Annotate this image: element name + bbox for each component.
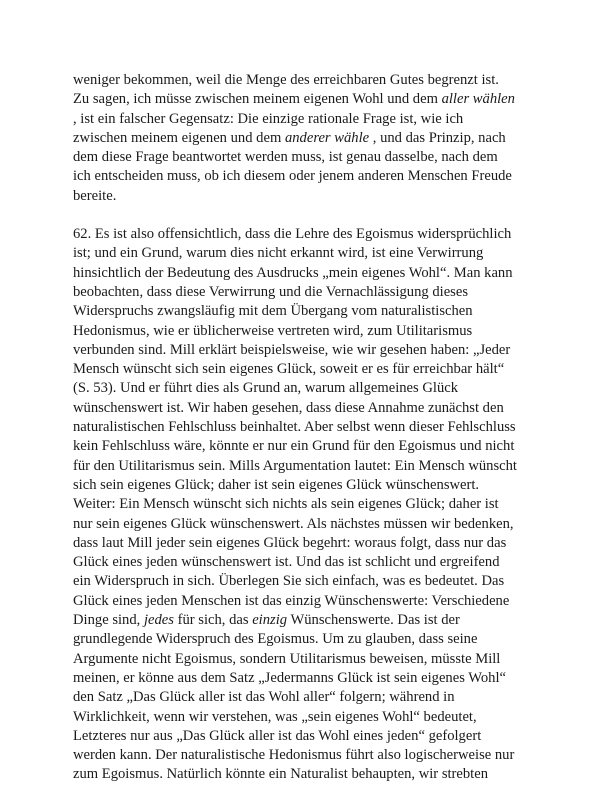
text-run: Weiter: Ein Mensch wünscht sich nichts als sein eigenes Glück; daher ist	[73, 496, 499, 513]
text-run: naturalistischen Fehlschluss beinhaltet. Aber selbst wenn dieser Fehlschluss	[73, 419, 516, 436]
text-run: grundlegende Widerspruch des Egoismus. Um zu glauben, dass seine	[73, 631, 478, 648]
text-run: , ist ein falscher Gegensatz: Die einzige rationale Frage ist, wie ich	[73, 110, 464, 127]
text-line	[73, 669, 529, 688]
text-line	[73, 746, 529, 765]
text-run: für sich, das	[173, 612, 253, 629]
text-line	[73, 148, 529, 167]
text-run: sich sein eigenes Glück; daher ist sein eigenes Glück wünschenswert.	[73, 476, 480, 493]
text-line	[73, 650, 529, 669]
text-line	[73, 341, 529, 360]
text-line	[73, 71, 529, 90]
text-run: Argumente nicht Egoismus, sondern Utilitarismus beweisen, müsste Mill	[73, 650, 501, 667]
text-run: zwischen meinem eigenen und dem	[73, 129, 285, 146]
text-line	[73, 399, 529, 418]
text-run: Letzteres nur aus „Das Glück aller ist das Wohl eines jeden“ gefolgert	[73, 727, 482, 744]
emphasized-text: jedes	[143, 612, 174, 629]
text-run: zum Egoismus. Natürlich könnte ein Naturalist behaupten, wir strebten	[73, 766, 489, 783]
text-line	[73, 129, 529, 148]
text-line	[73, 476, 529, 495]
paragraph-2-section-62	[73, 225, 529, 785]
text-run: , und das Prinzip, nach	[369, 129, 506, 146]
text-run: Mensch wünscht sich sein eigenes Glück, soweit er es für erreichbar hält“	[73, 361, 505, 378]
text-line	[73, 708, 529, 727]
text-run: kein Fehlschluss wäre, könnte er nur ein Grund für den Egoismus und nicht	[73, 438, 515, 455]
text-line	[73, 457, 529, 476]
text-line	[73, 322, 529, 341]
text-run: Glück eines jeden wünschenswert ist. Und das ist schlicht und ergreifend	[73, 554, 500, 571]
text-run: verbunden sind. Mill erklärt beispielsweise, wie wir gesehen haben: „Jeder	[73, 341, 511, 358]
text-line	[73, 283, 529, 302]
text-line	[73, 244, 529, 263]
text-run: Dinge sind,	[73, 612, 144, 629]
text-line	[73, 90, 529, 109]
text-line	[73, 553, 529, 572]
text-line	[73, 495, 529, 514]
text-run: dass laut Mill jeder sein eigenes Glück begehrt: woraus folgt, dass nur das	[73, 534, 507, 551]
text-run: nur sein eigenes Glück wünschenswert. Als nächstes müssen wir bedenken,	[73, 515, 514, 532]
text-line	[73, 688, 529, 707]
paragraph-gap	[73, 206, 529, 225]
text-run: hinsichtlich der Bedeutung des Ausdrucks „mein eigenes Wohl“. Man kann	[73, 264, 513, 281]
text-line	[73, 630, 529, 649]
text-run: ich entscheiden muss, ob ich diesem oder jenem anderen Menschen Freude	[73, 168, 512, 185]
paragraph-1	[73, 71, 529, 206]
text-line	[73, 534, 529, 553]
text-run: werden kann. Der naturalistische Hedonismus führt also logischerweise nur	[73, 747, 515, 764]
text-line	[73, 187, 529, 206]
text-line	[73, 379, 529, 398]
text-run: bereite.	[73, 187, 117, 204]
text-run: ist; und ein Grund, warum dies nicht erkannt wird, ist eine Verwirrung	[73, 245, 484, 262]
text-line	[73, 765, 529, 784]
text-line	[73, 572, 529, 591]
text-run: wünschenswert ist. Wir haben gesehen, dass diese Annahme zunächst den	[73, 399, 504, 416]
text-run: beobachten, dass diese Verwirrung und die Vernachlässigung dieses	[73, 283, 469, 300]
text-run: ein Widerspruch in sich. Überlegen Sie sich einfach, was es bedeutet. Das	[73, 573, 505, 590]
text-run: 62. Es ist also offensichtlich, dass die Lehre des Egoismus widersprüchlich	[73, 226, 512, 243]
text-line	[73, 225, 529, 244]
text-line	[73, 418, 529, 437]
text-run: Wirklichkeit, wenn wir verstehen, was „sein eigenes Wohl“ bedeutet,	[73, 708, 477, 725]
text-line	[73, 110, 529, 129]
text-run: dem diese Frage beantwortet werden muss, ist genau dasselbe, nach dem	[73, 149, 498, 166]
text-line	[73, 515, 529, 534]
emphasized-text: aller wählen	[441, 91, 515, 108]
text-run: (S. 53). Und er führt dies als Grund an, warum allgemeines Glück	[73, 380, 459, 397]
text-line	[73, 167, 529, 186]
text-line	[73, 264, 529, 283]
text-run: weniger bekommen, weil die Menge des erreichbaren Gutes begrenzt ist.	[73, 72, 499, 88]
text-run: Widerspruchs zwangsläufig mit dem Übergang vom naturalistischen	[73, 303, 473, 320]
document-page	[73, 71, 529, 785]
text-line	[73, 437, 529, 456]
text-line	[73, 592, 529, 611]
text-run: Wünschenswerte. Das ist der	[287, 612, 460, 629]
text-line	[73, 360, 529, 379]
text-run: Zu sagen, ich müsse zwischen meinem eigenen Wohl und dem	[73, 91, 442, 108]
text-line	[73, 611, 529, 630]
text-line	[73, 302, 529, 321]
text-run: meinen, er könne aus dem Satz „Jedermanns Glück ist sein eigenes Wohl“	[73, 669, 507, 686]
text-line	[73, 727, 529, 746]
emphasized-text: einzig	[252, 612, 288, 629]
text-run: Hedonismus, wie er üblicherweise vertreten wird, zum Utilitarismus	[73, 322, 473, 339]
text-run: Glück eines jeden Menschen ist das einzig Wünschenswerte: Verschiedene	[73, 592, 510, 609]
emphasized-text: anderer wähle	[284, 129, 370, 146]
text-run: den Satz „Das Glück aller ist das Wohl aller“ folgern; während in	[73, 689, 455, 706]
text-run: für den Utilitarismus sein. Mills Argumentation lautet: Ein Mensch wünscht	[73, 457, 517, 474]
